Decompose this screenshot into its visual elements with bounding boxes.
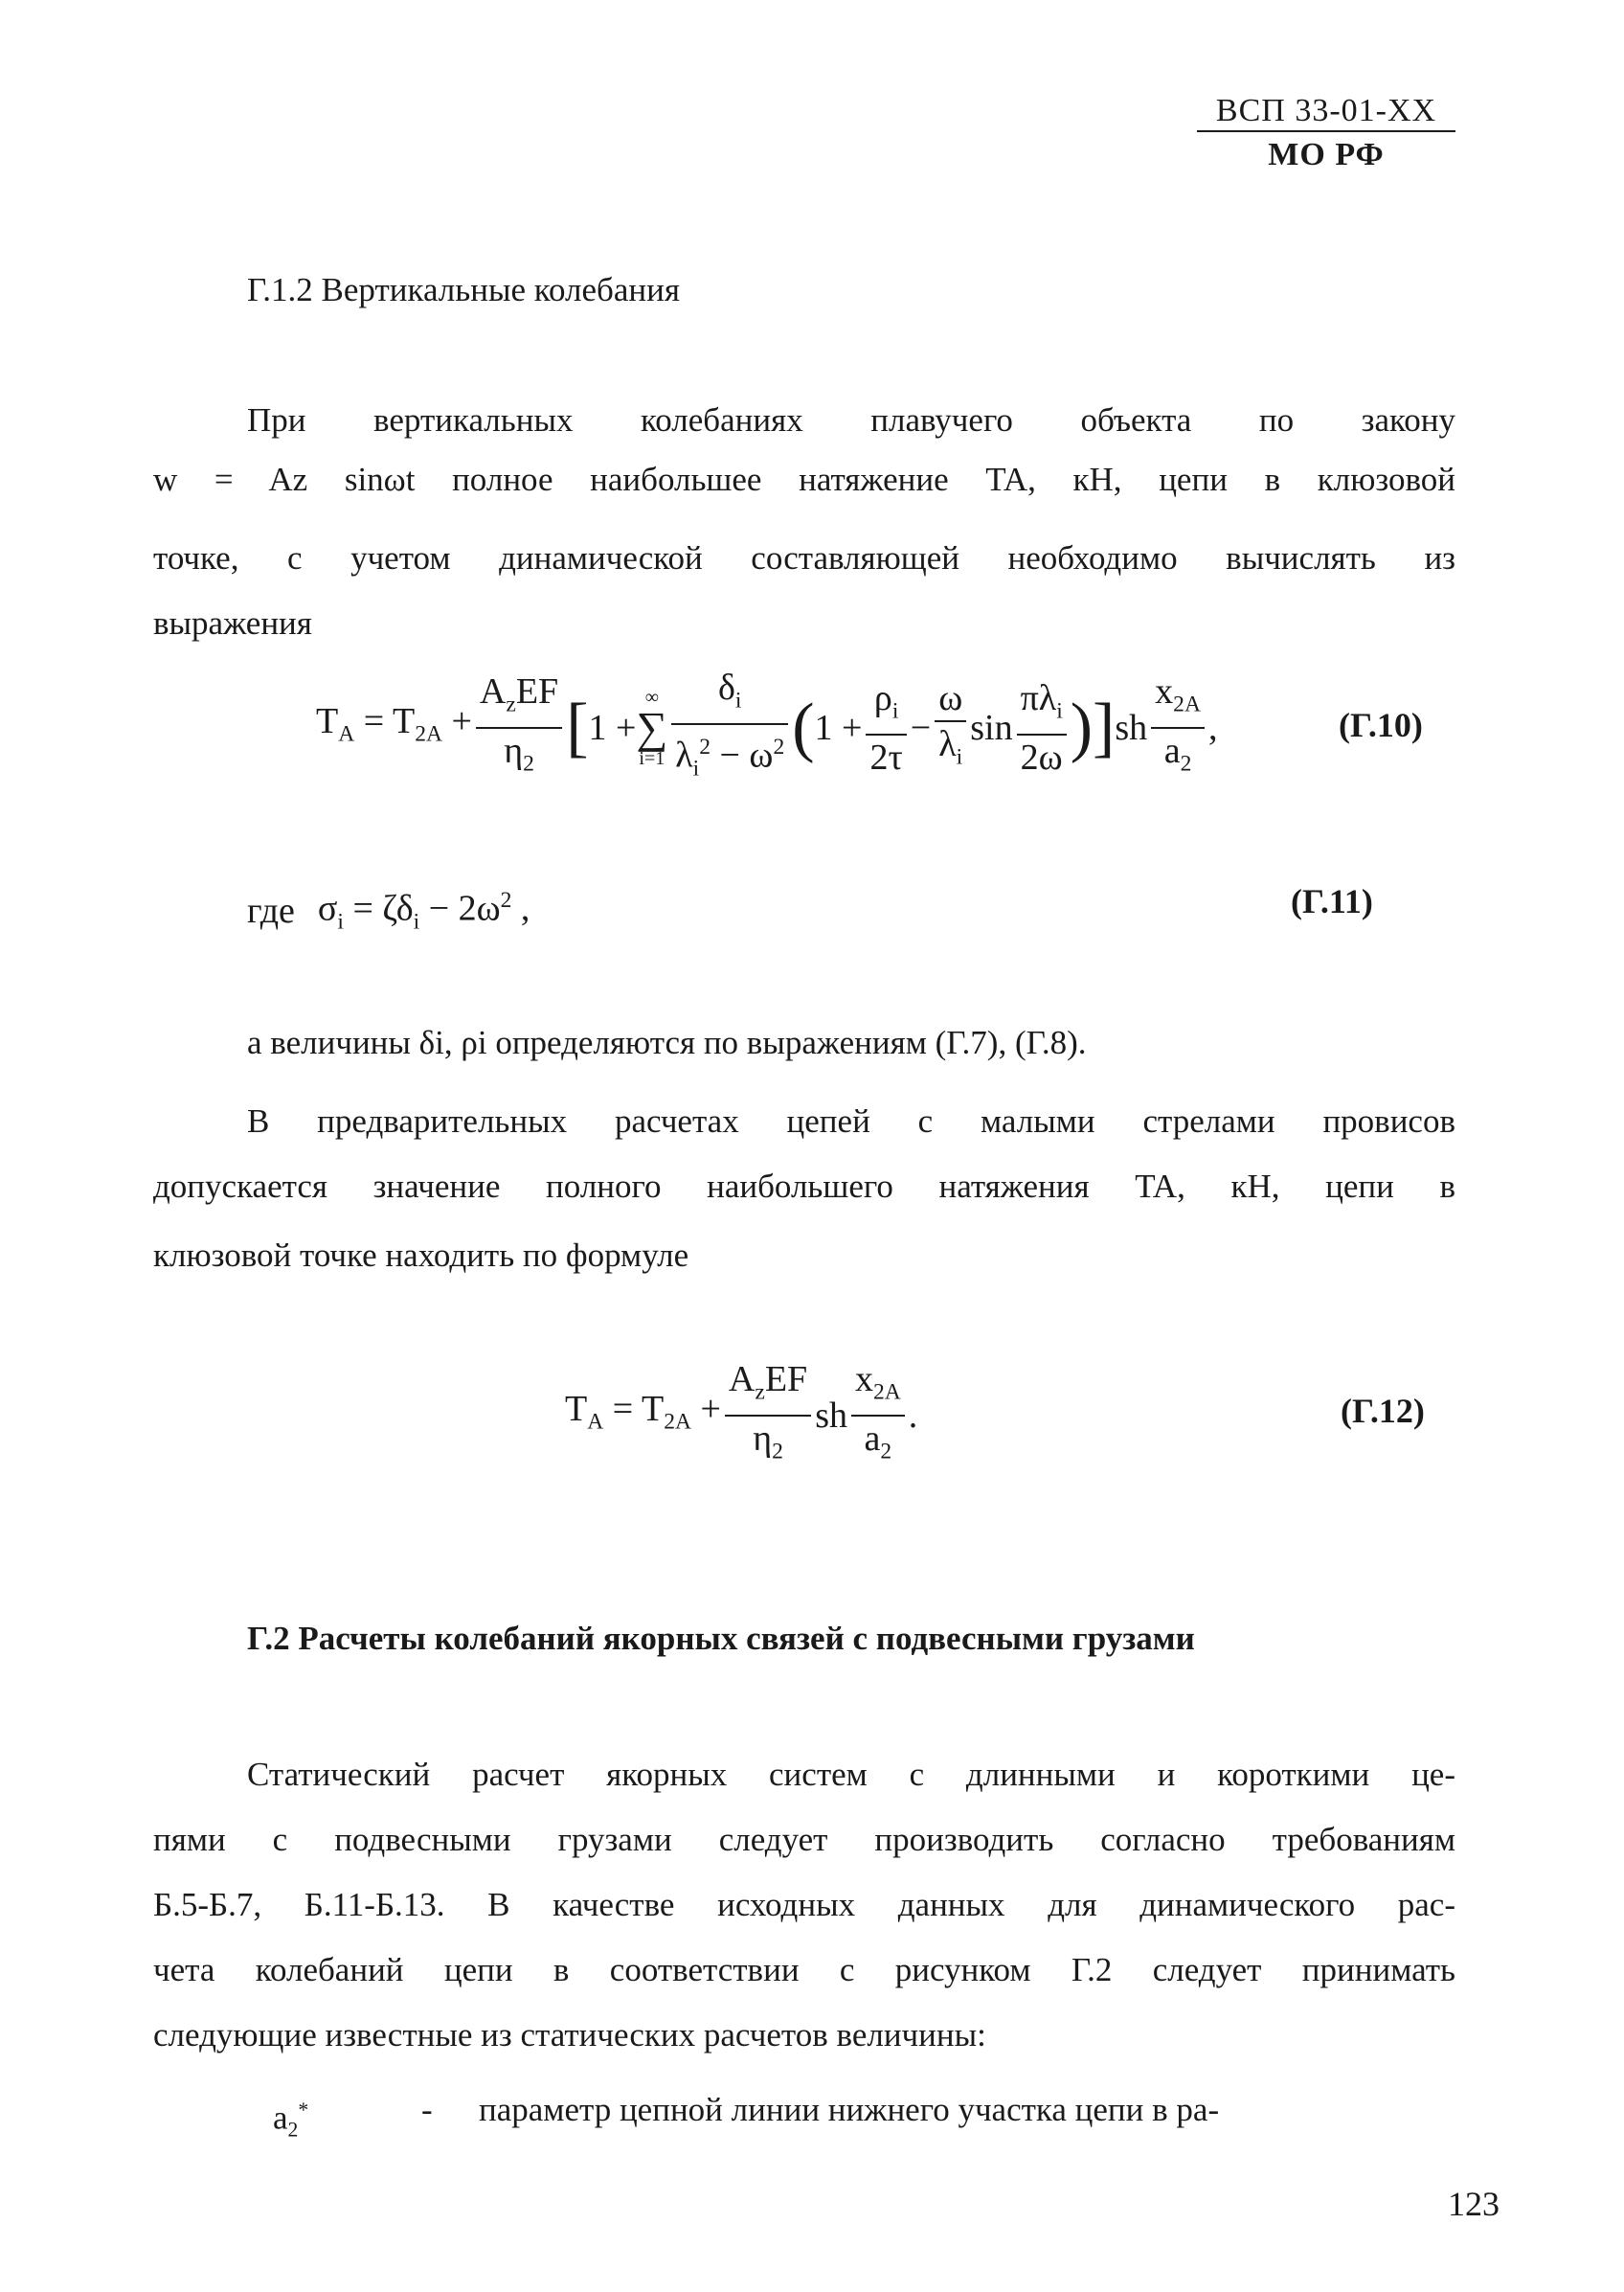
- paragraph-line: а величины δi, ρi определяются по выражениям (Г.7), (Г.8).: [247, 1024, 1087, 1061]
- paragraph-line: Статический расчет якорных систем с длинными и короткими це-: [247, 1756, 1455, 1793]
- paragraph-line: При вертикальных колебаниях плавучего объекта по закону: [247, 401, 1455, 439]
- equation-number: (Г.11): [1291, 882, 1373, 920]
- section-heading: Г.1.2 Вертикальные колебания: [247, 271, 680, 308]
- paragraph-line: пями с подвесными грузами следует производить согласно требованиям: [153, 1821, 1455, 1858]
- document-code: ВСП 33-01-ХХ: [1197, 92, 1455, 132]
- where-label: где: [247, 891, 295, 932]
- equation-g11: где $\sigma_i = \zeta\delta_i - 2\omega^2$ ,: [247, 888, 530, 935]
- definition-dash: -: [421, 2091, 433, 2128]
- paragraph-line: точке, с учетом динамической составляющей необходимо вычислять из: [153, 539, 1455, 577]
- paragraph-line: допускается значение полного наибольшего натяжения TA, кН, цепи в: [153, 1168, 1455, 1205]
- equation-g12: $T_A = T_{2A}$ + $\frac{A_zEF}{\eta_2}$ sh $\frac{x_{2A}}{a_2}$ .: [565, 1359, 918, 1464]
- section-heading: Г.2 Расчеты колебаний якорных связей с подвесными грузами: [247, 1620, 1195, 1657]
- definition-text: параметр цепной линии нижнего участка цепи в ра-: [479, 2091, 1220, 2128]
- paragraph-line: В предварительных расчетах цепей с малыми стрелами провисов: [247, 1102, 1455, 1140]
- equation-g10: $T_A = T_{2A}$ + $\frac{A_zEF}{\eta_2}$ [ 1 + ∞ ∑ i=1 $\frac{\delta_i}{\lambda_i^2 - \omega^2}$ ( 1 + $\frac{\rho_i}{2\tau}$ − $\frac{\omega}{\lambda_i}$ sin $\frac{\pi\lambda_i}{2\omega}$ )] sh $\frac{x_{2A}}{a_2}$ ,: [316, 668, 1218, 781]
- equation-number: (Г.10): [1339, 706, 1423, 744]
- paragraph-line: клюзовой точке находить по формуле: [153, 1237, 689, 1274]
- paragraph-line: выражения: [153, 604, 312, 642]
- paragraph-line: Б.5-Б.7, Б.11-Б.13. В качестве исходных данных для динамического рас-: [153, 1886, 1455, 1923]
- paragraph-line: w = Az sinωt полное наибольшее натяжение TA, кН, цепи в клюзовой: [153, 461, 1455, 498]
- page-number: 123: [1448, 2185, 1500, 2223]
- definition-symbol: $a_2^*$: [273, 2099, 309, 2142]
- paragraph-line: чета колебаний цепи в соответствии с рисунком Г.2 следует принимать: [153, 1951, 1455, 1988]
- equation-number: (Г.12): [1341, 1392, 1425, 1430]
- organization: МО РФ: [1268, 137, 1385, 172]
- paragraph-line: следующие известные из статических расчетов величины:: [153, 2016, 986, 2054]
